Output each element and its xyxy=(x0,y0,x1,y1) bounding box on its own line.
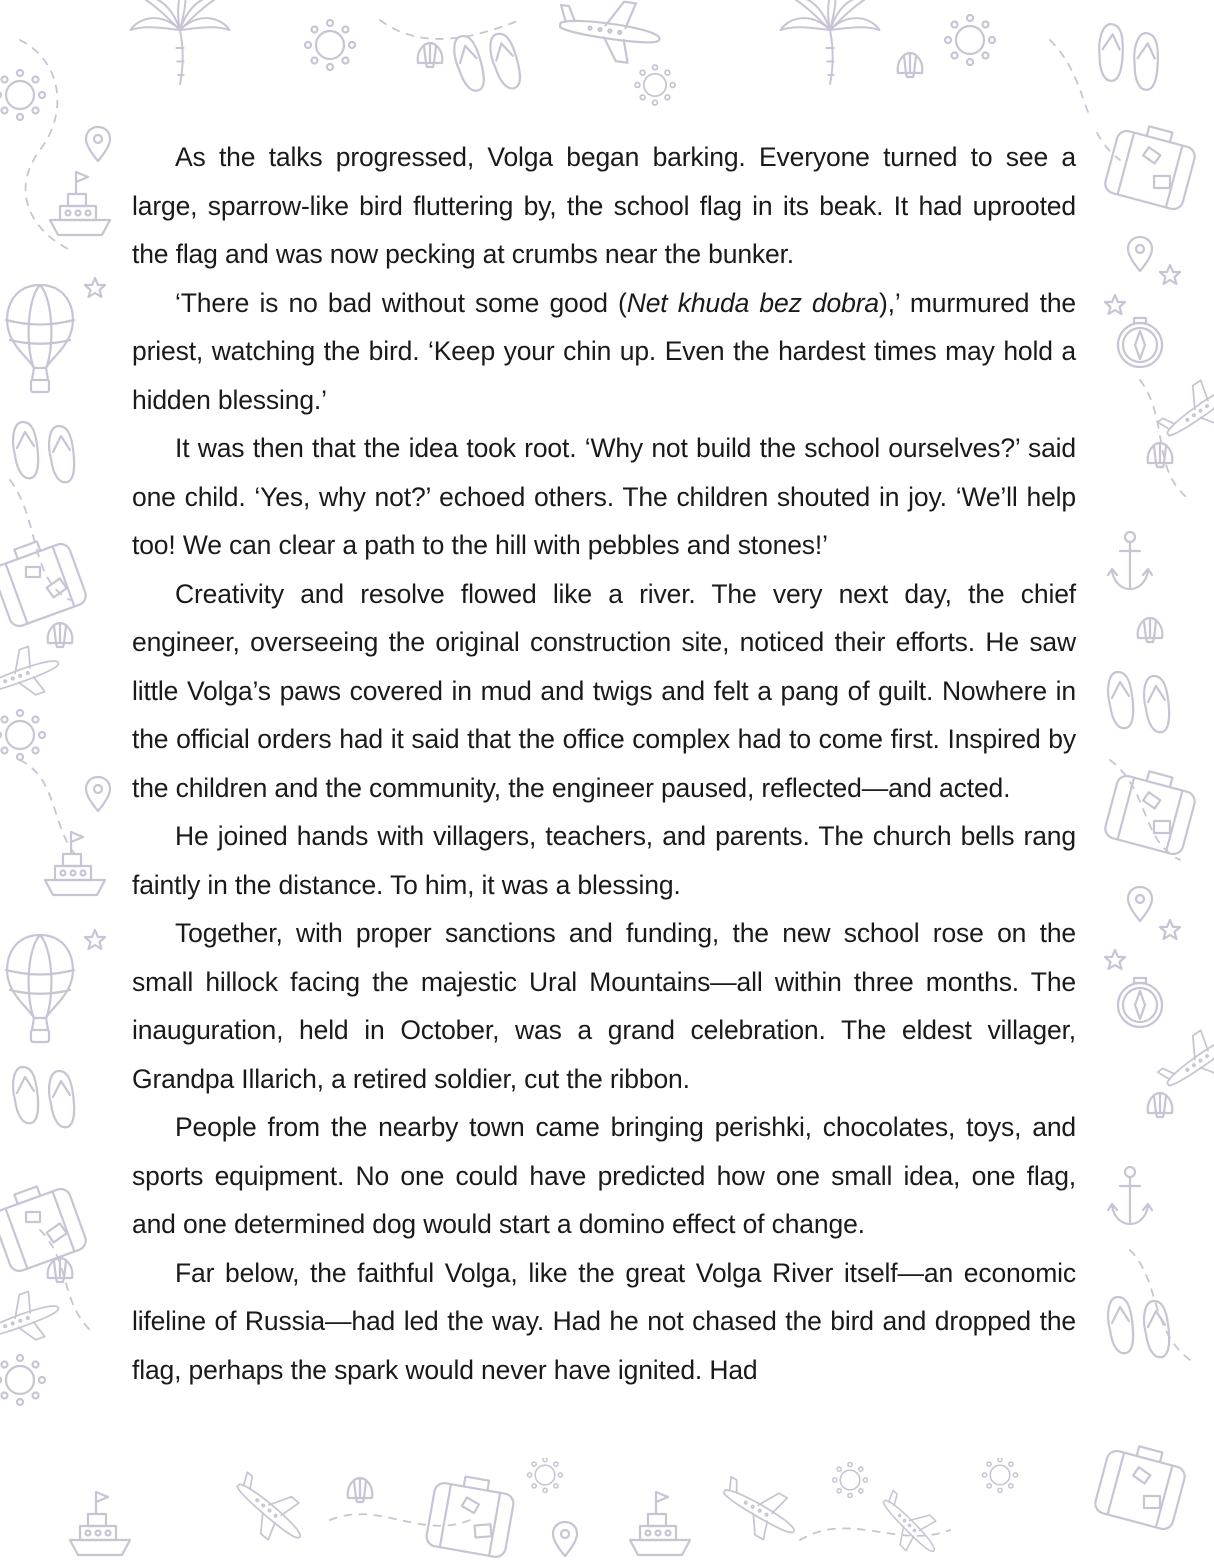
paragraph-6: Together, with proper sanctions and funding, the new school rose on the small hillock facing the majestic Ural Mountains—all within three months. The inauguration, held in October, was a grand celebration. The eldest villager, Grandpa Illarich, a retired soldier, cut the ribbon. xyxy=(132,918,1076,1094)
paragraph-3: It was then that the idea took root. ‘Why not build the school ourselves?’ said one child. ‘Yes, why not?’ echoed others. The children shouted in joy. ‘We’ll help too! We can clear a path to the hill with pebbles and stones!’ xyxy=(132,433,1076,560)
paragraph-2 xyxy=(132,279,1076,425)
paragraph-2-start: ‘There is no bad without some good ( xyxy=(175,287,627,318)
paragraph-2-end: ),’ murmured the priest, watching the bird. ‘Keep your chin up. Even the hardest times may hold a hidden blessing.’ xyxy=(132,287,1077,415)
story-text xyxy=(132,133,1076,1394)
paragraph-1: As the talks progressed, Volga began barking. Everyone turned to see a large, sparrow-like bird fluttering by, the school flag in its beak. It had uprooted the flag and was now pecking at crumbs near the bunker. xyxy=(132,142,1076,269)
paragraph-5: He joined hands with villagers, teachers, and parents. The church bells rang faintly in the distance. To him, it was a blessing. xyxy=(132,821,1076,900)
paragraph-4: Creativity and resolve flowed like a river. The very next day, the chief engineer, overseeing the original construction site, noticed their efforts. He saw little Volga’s paws covered in mud and twigs and felt a pang of guilt. Nowhere in the official orders had it said that the office complex had to come first. Inspired by the children and the community, the engineer paused, reflected—and acted. xyxy=(132,578,1076,803)
russian-proverb: Net khuda bez dobra xyxy=(626,287,879,318)
paragraph-7: People from the nearby town came bringing perishki, chocolates, toys, and sports equipment. No one could have predicted how one small idea, one flag, and one determined dog would start a domino effect of change. xyxy=(132,1112,1076,1239)
paragraph-8: Far below, the faithful Volga, like the great Volga River itself—an economic lifeline of Russia—had led the way. Had he not chased the bird and dropped the flag, perhaps the spark would never have ignited. Had xyxy=(132,1257,1076,1385)
